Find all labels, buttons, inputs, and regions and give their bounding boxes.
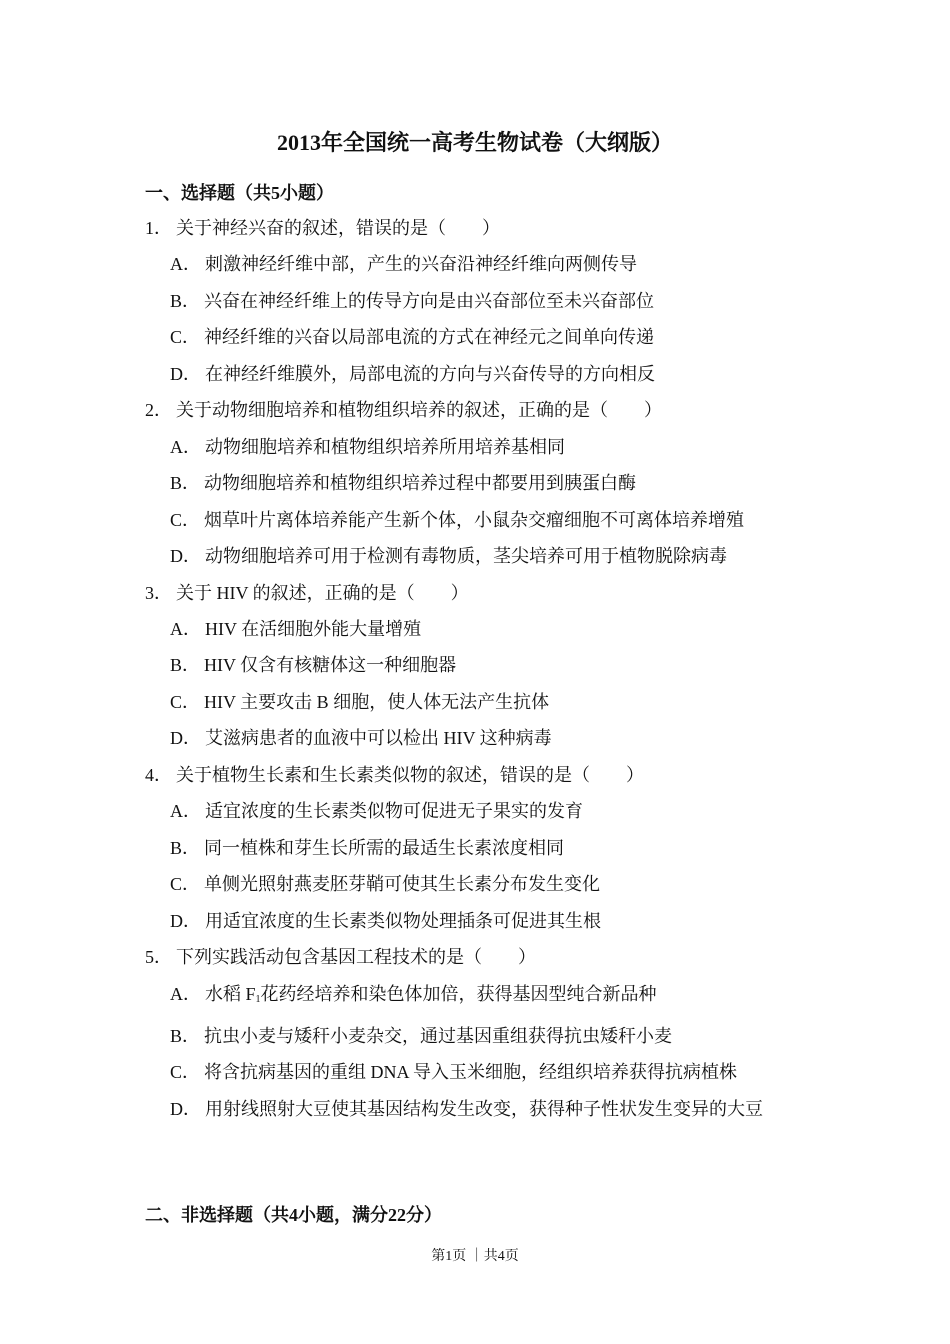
question-stem: [145, 392, 763, 428]
option-label: D．: [170, 546, 201, 567]
option-label: B．: [170, 1025, 201, 1046]
answer-option: [145, 976, 763, 1018]
question-number: 3．: [145, 582, 172, 603]
answer-option: [145, 1091, 763, 1127]
option-label: B．: [170, 290, 201, 311]
question-stem: [145, 210, 763, 246]
option-label: D．: [170, 363, 201, 384]
answer-option: [145, 246, 763, 282]
answer-option: [145, 356, 763, 392]
answer-option: [145, 866, 763, 902]
option-label: A．: [170, 801, 201, 822]
option-label: C．: [170, 327, 201, 348]
answer-option: [145, 903, 763, 939]
question-number: 2．: [145, 400, 172, 421]
section-heading-choice: 一、选择题（共5小题）: [145, 183, 334, 203]
answer-option: [145, 830, 763, 866]
question-stem: [145, 757, 763, 793]
option-label: C．: [170, 691, 201, 712]
answer-option: [145, 319, 763, 355]
option-text-prefix: 水稻 F: [205, 983, 256, 1004]
answer-option: [145, 611, 763, 647]
question-text: 关于动物细胞培养和植物组织培养的叙述，正确的是（ ）: [176, 400, 662, 421]
option-label: A．: [170, 618, 201, 639]
page-footer: 第1页 ｜共4页: [431, 1249, 519, 1264]
answer-option: [145, 538, 763, 574]
answer-option: [145, 1018, 763, 1054]
option-label: A．: [170, 254, 201, 275]
option-label: A．: [170, 983, 201, 1004]
option-label: B．: [170, 655, 201, 676]
page-title: 2013年全国统一高考生物试卷（大纲版）: [276, 130, 673, 155]
option-text: 同一植株和芽生长所需的最适生长素浓度相同: [204, 837, 565, 858]
option-label: A．: [170, 436, 201, 457]
answer-option: [145, 1054, 763, 1090]
option-text: 单侧光照射燕麦胚芽鞘可使其生长素分布发生变化: [204, 874, 601, 895]
option-text: 用适宜浓度的生长素类似物处理插条可促进其生根: [205, 910, 601, 931]
option-text: HIV 仅含有核糖体这一种细胞器: [204, 655, 457, 676]
answer-option: [145, 283, 763, 319]
option-text: 适宜浓度的生长素类似物可促进无子果实的发育: [205, 801, 583, 822]
answer-option: [145, 465, 763, 501]
option-label: B．: [170, 473, 201, 494]
question-stem: [145, 939, 763, 975]
option-text: 抗虫小麦与矮秆小麦杂交，通过基因重组获得抗虫矮秆小麦: [204, 1025, 673, 1046]
answer-option: [145, 502, 763, 538]
option-text: 兴奋在神经纤维上的传导方向是由兴奋部位至未兴奋部位: [204, 290, 655, 311]
question-number: 1．: [145, 218, 172, 238]
question-list: [145, 210, 763, 1127]
question-number: 5．: [145, 947, 172, 968]
section-heading-non-choice: 二、非选择题（共4小题，满分22分）: [145, 1205, 442, 1225]
option-text: 艾滋病患者的血液中可以检出 HIV 这种病毒: [205, 728, 552, 749]
option-text: HIV 主要攻击 B 细胞，使人体无法产生抗体: [204, 691, 550, 712]
answer-option: [145, 647, 763, 683]
answer-option: [145, 793, 763, 829]
question-stem: [145, 575, 763, 611]
option-text: 动物细胞培养和植物组织培养过程中都要用到胰蛋白酶: [204, 473, 637, 494]
question-text: 下列实践活动包含基因工程技术的是（ ）: [176, 947, 536, 968]
answer-option: [145, 720, 763, 756]
option-text: 用射线照射大豆使其基因结构发生改变，获得种子性状发生变异的大豆: [205, 1098, 763, 1119]
option-text: HIV 在活细胞外能大量增殖: [205, 618, 422, 639]
question-number: 4．: [145, 764, 172, 785]
option-label: D．: [170, 728, 201, 749]
option-label: C．: [170, 1062, 201, 1083]
question-text: 关于 HIV 的叙述，正确的是（ ）: [176, 582, 469, 603]
option-text: 神经纤维的兴奋以局部电流的方式在神经元之间单向传递: [204, 327, 655, 348]
option-label: D．: [170, 910, 201, 931]
option-text: 动物细胞培养可用于检测有毒物质，茎尖培养可用于植物脱除病毒: [205, 546, 727, 567]
option-subscript: 1: [255, 993, 261, 1005]
option-label: C．: [170, 509, 201, 530]
answer-option: [145, 684, 763, 720]
question-text: 关于植物生长素和生长素类似物的叙述，错误的是（ ）: [176, 764, 644, 785]
option-label: D．: [170, 1098, 201, 1119]
option-text: 花药经培养和染色体加倍，获得基因型纯合新品种: [260, 983, 657, 1004]
answer-option: [145, 429, 763, 465]
option-text: 动物细胞培养和植物组织培养所用培养基相同: [205, 436, 565, 457]
option-text: 烟草叶片离体培养能产生新个体，小鼠杂交瘤细胞不可离体培养增殖: [204, 509, 745, 530]
option-text: 将含抗病基因的重组 DNA 导入玉米细胞，经组织培养获得抗病植株: [204, 1062, 738, 1083]
option-text: 在神经纤维膜外，局部电流的方向与兴奋传导的方向相反: [205, 363, 655, 384]
option-label: C．: [170, 874, 201, 895]
option-text: 刺激神经纤维中部，产生的兴奋沿神经纤维向两侧传导: [205, 254, 637, 275]
question-text: 关于神经兴奋的叙述，错误的是（ ）: [176, 218, 500, 238]
option-label: B．: [170, 837, 201, 858]
